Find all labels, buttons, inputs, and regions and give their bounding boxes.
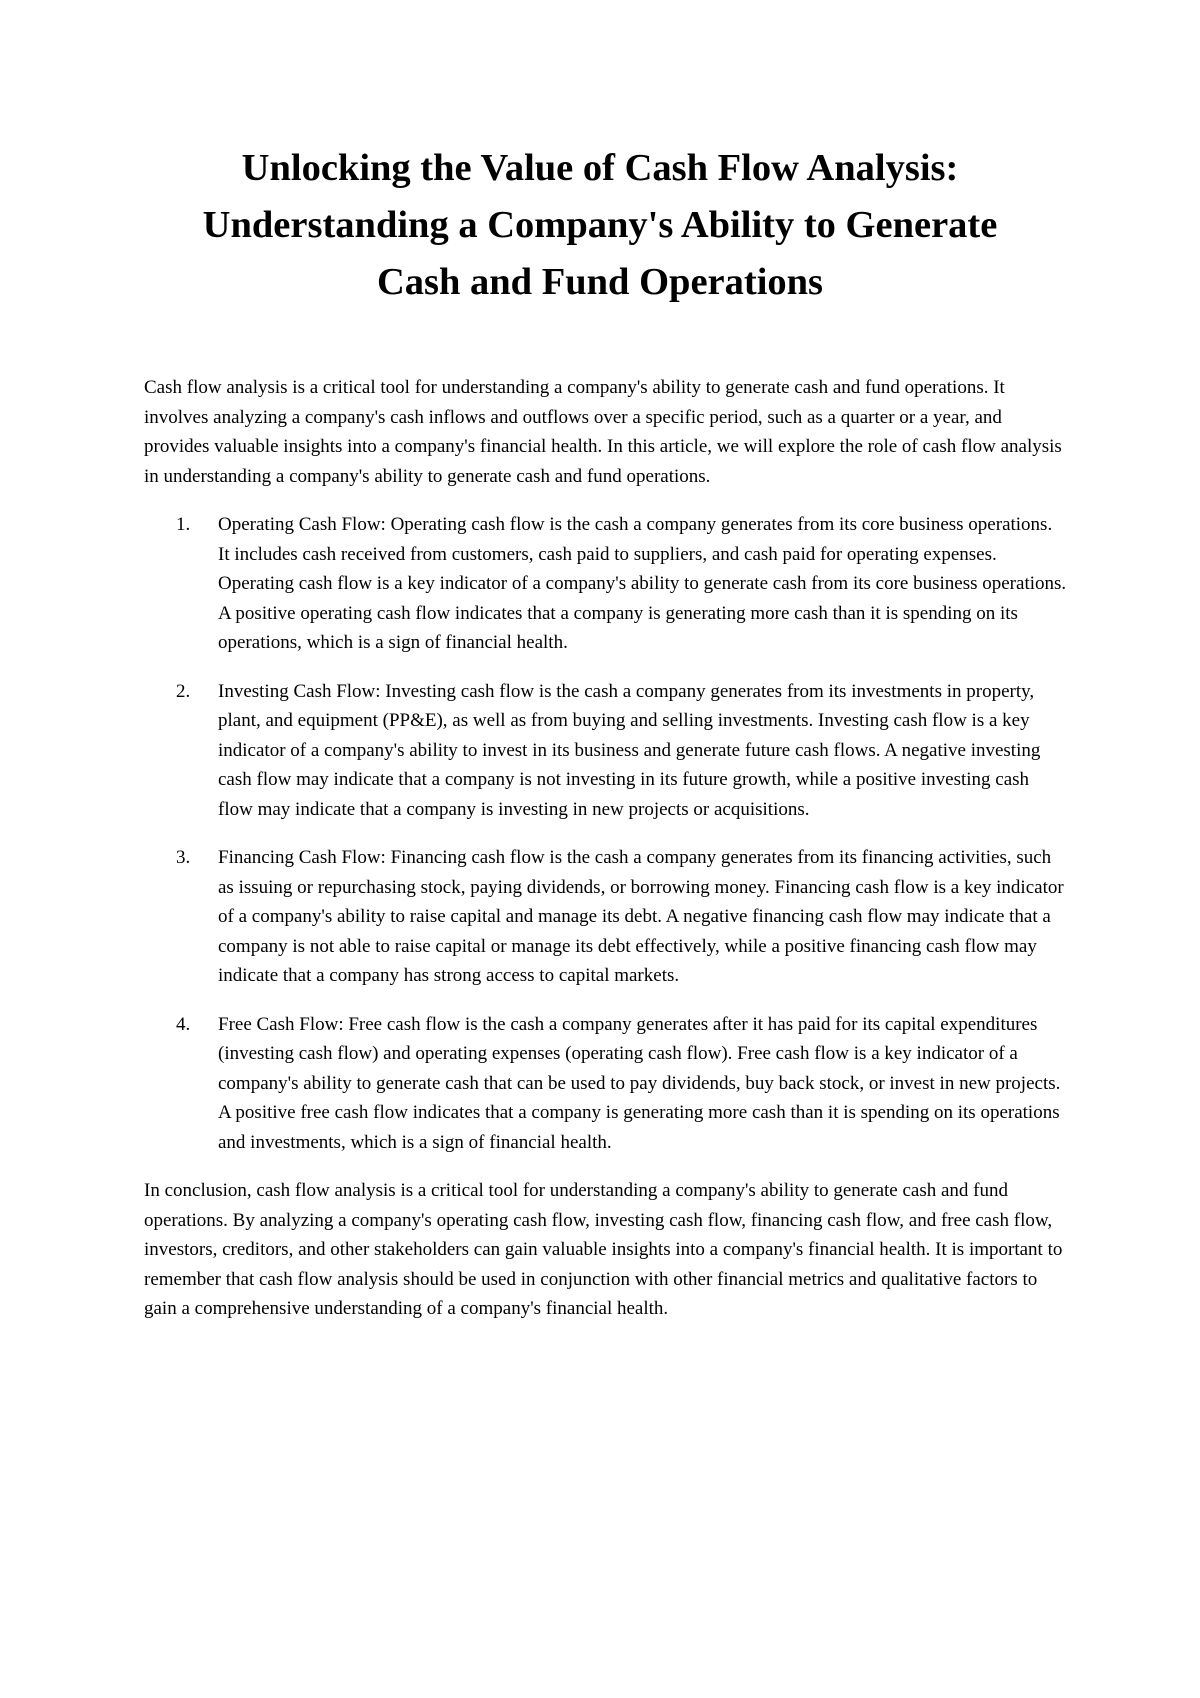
- document-title: [140, 140, 1060, 311]
- list-item-text: Financing Cash Flow: Financing cash flow is the cash a company generates from its financing activities, such as issuing or repurchasing stock, paying dividends, or borrowing money. Financing cash flow is a key indicator of a company's ability to raise capital and manage its debt. A negative financing cash flow may indicate that a company is not able to raise capital or manage its debt effectively, while a positive financing cash flow may indicate that a company has strong access to capital markets.: [218, 847, 1064, 986]
- list-item-number: 1.: [176, 514, 191, 535]
- title-line: Cash and Fund Operations: [376, 261, 824, 303]
- list-item-text: Investing Cash Flow: Investing cash flow is the cash a company generates from its investments in property, plant, and equipment (PP&E), as well as from buying and selling investments. Investing cash flow is a key indicator of a company's ability to invest in its business and generate future cash flows. A negative investing cash flow may indicate that a company is not investing in its future growth, while a positive investing cash flow may indicate that a company is investing in new projects or acquisitions.: [218, 680, 1041, 820]
- list-item: [144, 843, 1068, 991]
- title-line: Unlocking the Value of Cash Flow Analysis:: [241, 147, 959, 189]
- list-item: [144, 510, 1068, 658]
- list-item-number: 2.: [176, 680, 191, 702]
- document-body: [144, 373, 1068, 1324]
- list-item-text: Operating Cash Flow: Operating cash flow is the cash a company generates from its core business operations. It includes cash received from customers, cash paid to suppliers, and cash paid for operating expenses. Operating cash flow is a key indicator of a company's ability to generate cash from its core business operations. A positive operating cash flow indicates that a company is generating more cash than it is spending on its operations, which is a sign of financial health.: [218, 514, 1067, 653]
- list-item-number: 4.: [176, 1013, 191, 1035]
- title-line: Understanding a Company's Ability to Generate: [202, 204, 998, 246]
- numbered-list: [144, 510, 1068, 1157]
- conclusion-paragraph: In conclusion, cash flow analysis is a critical tool for understanding a company's ability to generate cash and fund operations. By analyzing a company's operating cash flow, investing cash flow, financing cash flow, and free cash flow, investors, creditors, and other stakeholders can gain valuable insights into a company's financial health. It is important to remember that cash flow analysis should be used in conjunction with other financial metrics and qualitative factors to gain a comprehensive understanding of a company's financial health.: [144, 1180, 1063, 1319]
- list-item: [144, 677, 1068, 825]
- list-item: [144, 1010, 1068, 1158]
- list-item-text: Free Cash Flow: Free cash flow is the cash a company generates after it has paid for its capital expenditures (investing cash flow) and operating expenses (operating cash flow). Free cash flow is a key indicator of a company's ability to generate cash that can be used to pay dividends, buy back stock, or invest in new projects. A positive free cash flow indicates that a company is generating more cash than it is spending on its operations and investments, which is a sign of financial health.: [218, 1013, 1061, 1153]
- list-item-number: 3.: [176, 847, 191, 868]
- intro-paragraph: Cash flow analysis is a critical tool for understanding a company's ability to generate cash and fund operations. It involves analyzing a company's cash inflows and outflows over a specific period, such as a quarter or a year, and provides valuable insights into a company's financial health. In this article, we will explore the role of cash flow analysis in understanding a company's ability to generate cash and fund operations.: [144, 377, 1062, 487]
